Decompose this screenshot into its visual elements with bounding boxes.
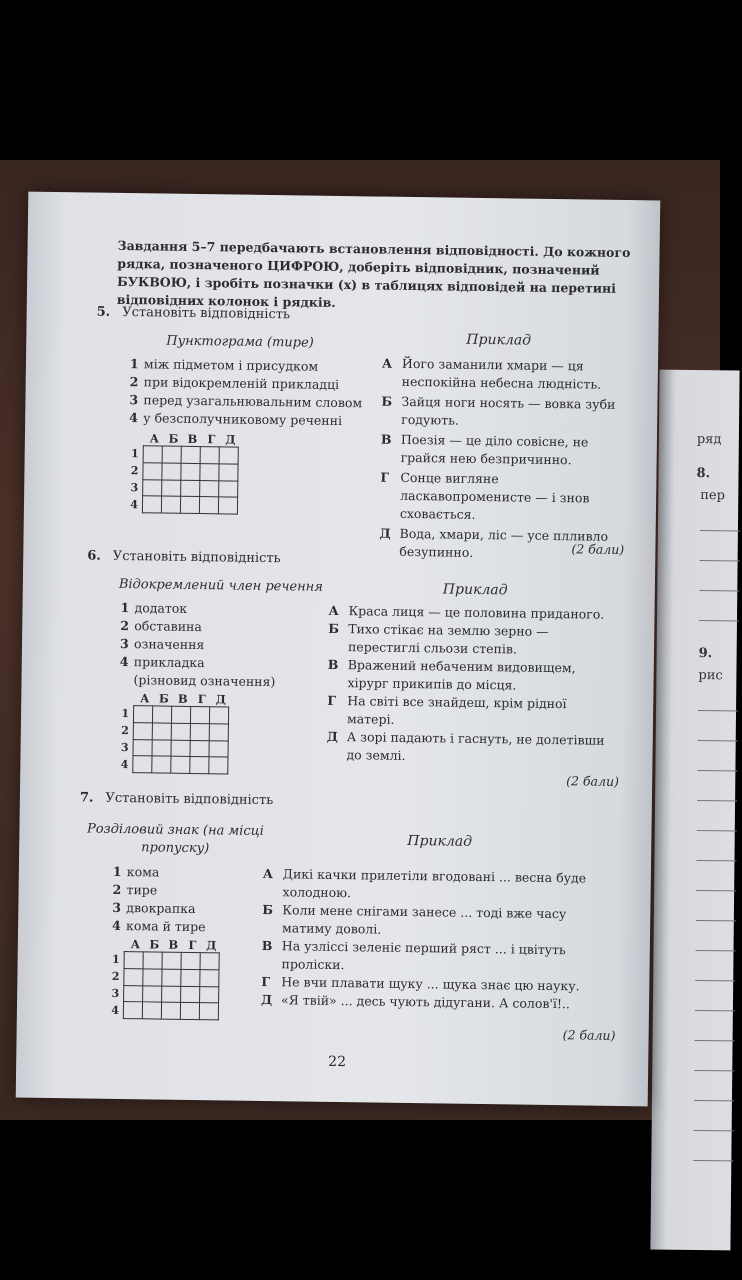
task-7-right-heading: Приклад [407,832,473,850]
list-item: 1 додаток [120,599,188,616]
task-6-title [87,548,281,566]
list-item: Д А зорі падають і гаснуть, не долетівши до землі. [326,728,605,763]
list-item: В Поезія — це діло совісне, не грайся нею безпричинно. [380,431,589,468]
task-5-answer-grid: А Б В Г Д 1 2 3 4 [128,431,240,515]
textbook-page [16,192,661,1107]
list-item: Б Тихо стікає на землю зерно — перестиглі сльози степів. [328,620,549,657]
task-7-answer-grid: А Б В Г Д 1 2 3 4 [109,937,221,1021]
task-5-left-heading: Пунктограма (тире) [166,333,314,351]
list-item: Г Сонце вигляне ласкавопроменисте — і знов сховається. [380,469,590,522]
list-item: Д Вода, хмари, ліс — усе плливло безупинно. [379,525,609,560]
task-5-title [97,305,291,323]
task-7-examples [261,865,623,1014]
list-item: А Його заманили хмари — ця неспокійна небесна людність. [381,355,602,392]
list-item: 3 двокрапка [112,899,196,917]
task-7-title-text: Установіть відповідність [105,790,274,809]
task-7-left-heading: Розділовий знак (на місці пропуску) [86,821,264,857]
next-page-edge [650,370,739,1251]
list-item: А Дикі качки прилетіли вгодовані ... весна буде холодною. [262,865,587,901]
list-item: 1 між підметом і присудком [129,356,319,374]
list-item: А Краса лиця — це половина приданого. [328,602,605,622]
list-item: В На узліссі зеленіє перший ряст ... і цвітуть проліски. [261,937,566,973]
next-page-task-9: 9. [698,646,713,662]
answer-table[interactable] [142,445,239,514]
task-5-right-heading: Приклад [466,331,532,349]
task-5-title-text: Установіть відповідність [122,304,291,323]
instructions-intro: Завдання 5–7 передбачають встановлення відповідності. До кожного рядка, позначеного ЦИФРОЮ, доберіть відповідник, позначений БУКВОЮ, і зробіть позначки (х) в таблицях відповідей на перетині відповідних колонок і рядків. [116,237,631,310]
task-6-number: 6. [87,548,101,564]
task-7-number: 7. [79,790,94,806]
list-item: 1 кома [112,863,160,880]
next-page-text-1: ряд [696,431,722,448]
task-6-right-heading: Приклад [442,581,508,599]
next-page-text-2: пер [700,488,726,504]
list-item: Б Коли мене снігами занесе ... тоді вже часу матиму доволі. [262,901,567,937]
list-item-note: (різновид означення) [133,672,276,690]
list-item: 4 прикладка [119,653,205,671]
list-item: 3 перед узагальнювальним словом [129,392,363,411]
list-item: 4 кома й тире [112,917,206,935]
task-6-title-text: Установіть відповідність [112,548,281,567]
task-7-score: (2 бали) [562,1027,616,1043]
task-6-score: (2 бали) [566,773,620,789]
task-6-left-heading: Відокремлений член речення [118,576,323,595]
list-item: В Вражений небаченим видовищем, хірург прикипів до місця. [327,656,576,693]
task-5-items [129,355,390,431]
list-item: Г Не вчи плавати щуку ... щука знає цю науку. [261,973,580,994]
list-item: Г На світі все знайдеш, крім рідної матері. [327,692,567,727]
list-item: 2 тире [112,881,158,898]
next-page-task-8: 8. [696,465,711,482]
task-5-examples [379,355,625,564]
task-7-title [80,790,274,808]
list-item: Б Зайця ноги носять — вовка зуби годують. [381,393,616,428]
task-6-items [119,599,340,692]
list-item: 3 означення [119,635,205,653]
task-6-answer-grid: А Б В Г Д 1 2 3 4 [118,691,230,775]
list-item: 2 обставина [120,617,202,635]
task-6-examples [326,602,618,768]
answer-table[interactable] [123,951,220,1020]
task-7-items [112,863,283,937]
next-page-text-3: рис [698,668,723,684]
list-item: Д «Я твій» ... десь чують дідугани. А солов'ї!.. [260,991,570,1012]
list-item: 2 при відокремленій прикладці [129,374,340,392]
answer-table[interactable] [132,705,229,774]
list-item: 4 у безсполучниковому реченні [129,410,343,429]
task-5-score: (2 бали) [571,541,625,557]
page-number: 22 [328,1053,347,1071]
task-5-number: 5. [96,304,111,320]
